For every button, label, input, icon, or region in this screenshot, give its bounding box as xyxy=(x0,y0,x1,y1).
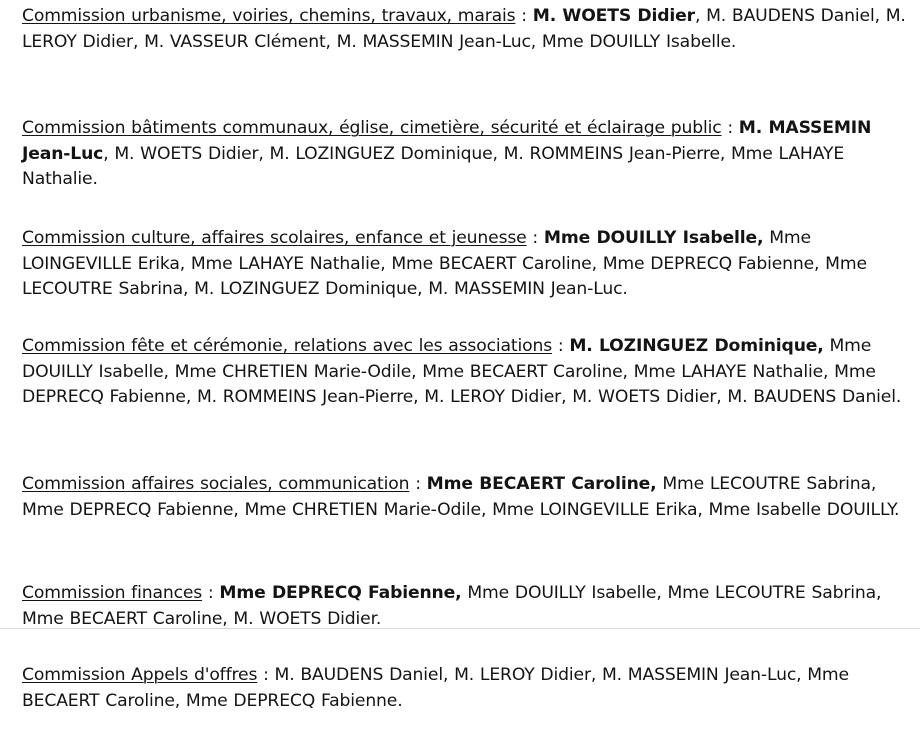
commission-president: Mme DEPRECQ Fabienne, xyxy=(219,583,462,603)
separator: : xyxy=(257,665,275,685)
commission-urbanisme xyxy=(22,4,914,55)
commission-president: M. WOETS Didier xyxy=(532,6,695,26)
commission-title: Commission culture, affaires scolaires, enfance et jeunesse xyxy=(22,228,527,248)
commission-members: , M. WOETS Didier, M. LOZINGUEZ Dominique, M. ROMMEINS Jean-Pierre, Mme LAHAYE Nathalie. xyxy=(22,143,845,189)
commission-batiments xyxy=(22,116,914,193)
commission-affaires-sociales xyxy=(22,472,914,523)
commission-title: Commission finances xyxy=(22,583,203,603)
scan-fold-line xyxy=(0,628,920,629)
commission-title: Commission bâtiments communaux, église, cimetière, sécurité et éclairage public xyxy=(22,118,722,138)
separator: : xyxy=(552,336,570,356)
commission-president: Mme DOUILLY Isabelle, xyxy=(543,228,764,248)
commission-president: Mme BECAERT Caroline, xyxy=(426,474,657,494)
separator: : xyxy=(409,474,427,494)
commission-appels-offres xyxy=(22,663,914,714)
commission-title: Commission Appels d'offres xyxy=(22,665,258,685)
commission-title: Commission affaires sociales, communication xyxy=(22,474,410,494)
commission-title: Commission urbanisme, voiries, chemins, travaux, marais xyxy=(22,6,516,26)
commission-members: M. BAUDENS Daniel, M. LEROY Didier, M. MASSEMIN Jean-Luc, Mme BECAERT Caroline, Mme DEPRECQ Fabienne. xyxy=(22,665,849,711)
separator: : xyxy=(515,6,533,26)
commission-president: M. MASSEMIN Jean-Luc xyxy=(22,118,872,164)
separator: : xyxy=(526,228,544,248)
commission-finances xyxy=(22,581,914,632)
commission-members: , M. BAUDENS Daniel, M. LEROY Didier, M. VASSEUR Clément, M. MASSEMIN Jean-Luc, Mme DOUILLY Isabelle. xyxy=(22,6,906,52)
commission-members: Mme DOUILLY Isabelle, Mme CHRETIEN Marie-Odile, Mme BECAERT Caroline, Mme LAHAYE Nathalie, Mme DEPRECQ Fabienne, M. ROMMEINS Jean-Pierre, M. LEROY Didier, M. WOETS Didier, M. BAUDENS Daniel. xyxy=(22,336,902,407)
separator: : xyxy=(202,583,220,603)
commission-fete xyxy=(22,334,914,411)
commission-members: Mme LOINGEVILLE Erika, Mme LAHAYE Nathalie, Mme BECAERT Caroline, Mme DEPRECQ Fabienne, Mme LECOUTRE Sabrina, M. LOZINGUEZ Dominique, M. MASSEMIN Jean-Luc. xyxy=(22,228,867,299)
commission-members: Mme LECOUTRE Sabrina, Mme DEPRECQ Fabienne, Mme CHRETIEN Marie-Odile, Mme LOINGEVILLE Erika, Mme Isabelle DOUILLY. xyxy=(22,474,900,520)
commission-members: Mme DOUILLY Isabelle, Mme LECOUTRE Sabrina, Mme BECAERT Caroline, M. WOETS Didier. xyxy=(22,583,882,629)
separator: : xyxy=(721,118,739,138)
commission-culture xyxy=(22,226,914,303)
commission-title: Commission fête et cérémonie, relations avec les associations xyxy=(22,336,553,356)
commission-president: M. LOZINGUEZ Dominique, xyxy=(569,336,824,356)
